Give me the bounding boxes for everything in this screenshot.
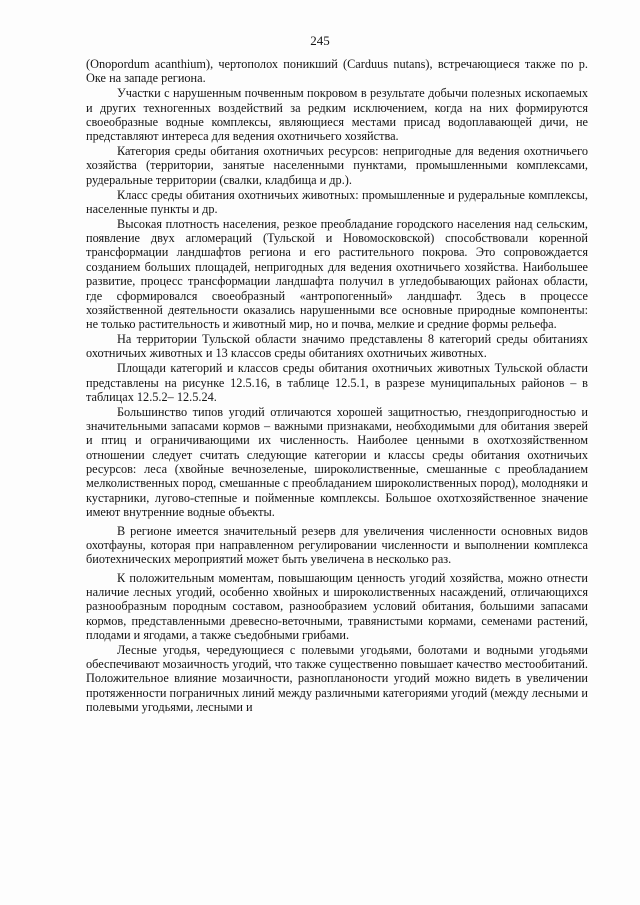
page-number: 245 bbox=[310, 33, 330, 48]
paragraph-land-types: Большинство типов угодий отличаются хорошей защитностью, гнездопригодностью и значительными запасами кормов – важными признаками, необходимыми для обитания зверей и птиц и ограничивающими их численность. Наиболее ценными в охотхозяйственном отношении следует считать следующие категории и классы среды обитания охотничьих ресурсов: леса (хвойные вечнозеленые, широколиственные, смешанные с преобладанием мелколиственных пород, смешанные с преобладанием широколиственных пород), молодняки и кустарники, лугово-степные и пойменные комплексы. Большое охотхозяйственное значение имеют внутренние водные объекты. bbox=[86, 404, 588, 520]
paragraph-plant-species-continued: (Onopordum acanthium), чертополох поникший (Carduus nutans), встречающиеся также по р. Оке на западе региона. bbox=[86, 57, 588, 86]
body-text bbox=[86, 57, 588, 715]
paragraph-unsuitable-category: Категория среды обитания охотничьих ресурсов: непригодные для ведения охотничьего хозяйства (территории, занятые населенными пунктами, промышленными комплексами, рудеральные территории (свалки, кладбища и др.). bbox=[86, 144, 588, 187]
paragraph-areas-reference: Площади категорий и классов среды обитания охотничьих животных Тульской области представлены на рисунке 12.5.16, в таблице 12.5.1, в разрезе муниципальных районов – в таблицах 12.5.2– 12.5.24. bbox=[86, 361, 588, 404]
paragraph-regional-reserve: В регионе имеется значительный резерв для увеличения численности основных видов охотфауны, которая при направленном регулировании численности и выполнении комплекса биотехнических мероприятий может быть увеличена в несколько раз. bbox=[86, 523, 588, 567]
paragraph-categories-count: На территории Тульской области значимо представлены 8 категорий среды обитаниях охотничьих животных и 13 классов среды обитаниях охотничьих животных. bbox=[86, 332, 588, 361]
paragraph-industrial-class: Класс среды обитания охотничьих животных: промышленные и рудеральные комплексы, населенные пункты и др. bbox=[86, 187, 588, 216]
paragraph-positive-factors: К положительным моментам, повышающим ценность угодий хозяйства, можно отнести наличие лесных угодий, особенно хвойных и широколиственных насаждений, отличающихся разнообразным породным составом, разнообразием условий обитания, большими запасами кормов, представленными древесно-веточными, травянистыми кормами, семенами растений, плодами и ягодами, а также съедобными грибами. bbox=[86, 570, 588, 642]
paragraph-forest-mosaic: Лесные угодья, чередующиеся с полевыми угодьями, болотами и водными угодьями обеспечивают мозаичность угодий, что также существенно повышает качество местообитаний. Положительное влияние мозаичности, разнопланоности угодий можно видеть в увеличении протяженности пограничных линий между различными категориями угодий (между лесными и полевыми угодьями, лесными и bbox=[86, 642, 588, 715]
paragraph-disturbed-soil-areas: Участки с нарушенным почвенным покровом в результате добычи полезных ископаемых и других техногенных воздействий за редким исключением, когда на них формируются своеобразные водные комплексы, являющиеся местами присад водоплавающей дичи, не представляют интереса для ведения охотничьего хозяйства. bbox=[86, 86, 588, 144]
paragraph-population-density: Высокая плотность населения, резкое преобладание городского населения над сельским, появление двух агломераций (Тульской и Новомосковской) способствовали коренной трансформации ландшафтов региона и его растительного покрова. Это сопровождается созданием больших площадей, непригодных для ведения охотничьего хозяйства. Наибольшее развитие, процесс трансформации ландшафта получил в угледобывающих районах области, где сформировался своеобразный «антропогенный» ландшафт. Здесь в процессе хозяйственной деятельности оказались нарушенными все основные природные компоненты: не только растительность и животный мир, но и почва, мелкие и средние формы рельефа. bbox=[86, 216, 588, 332]
